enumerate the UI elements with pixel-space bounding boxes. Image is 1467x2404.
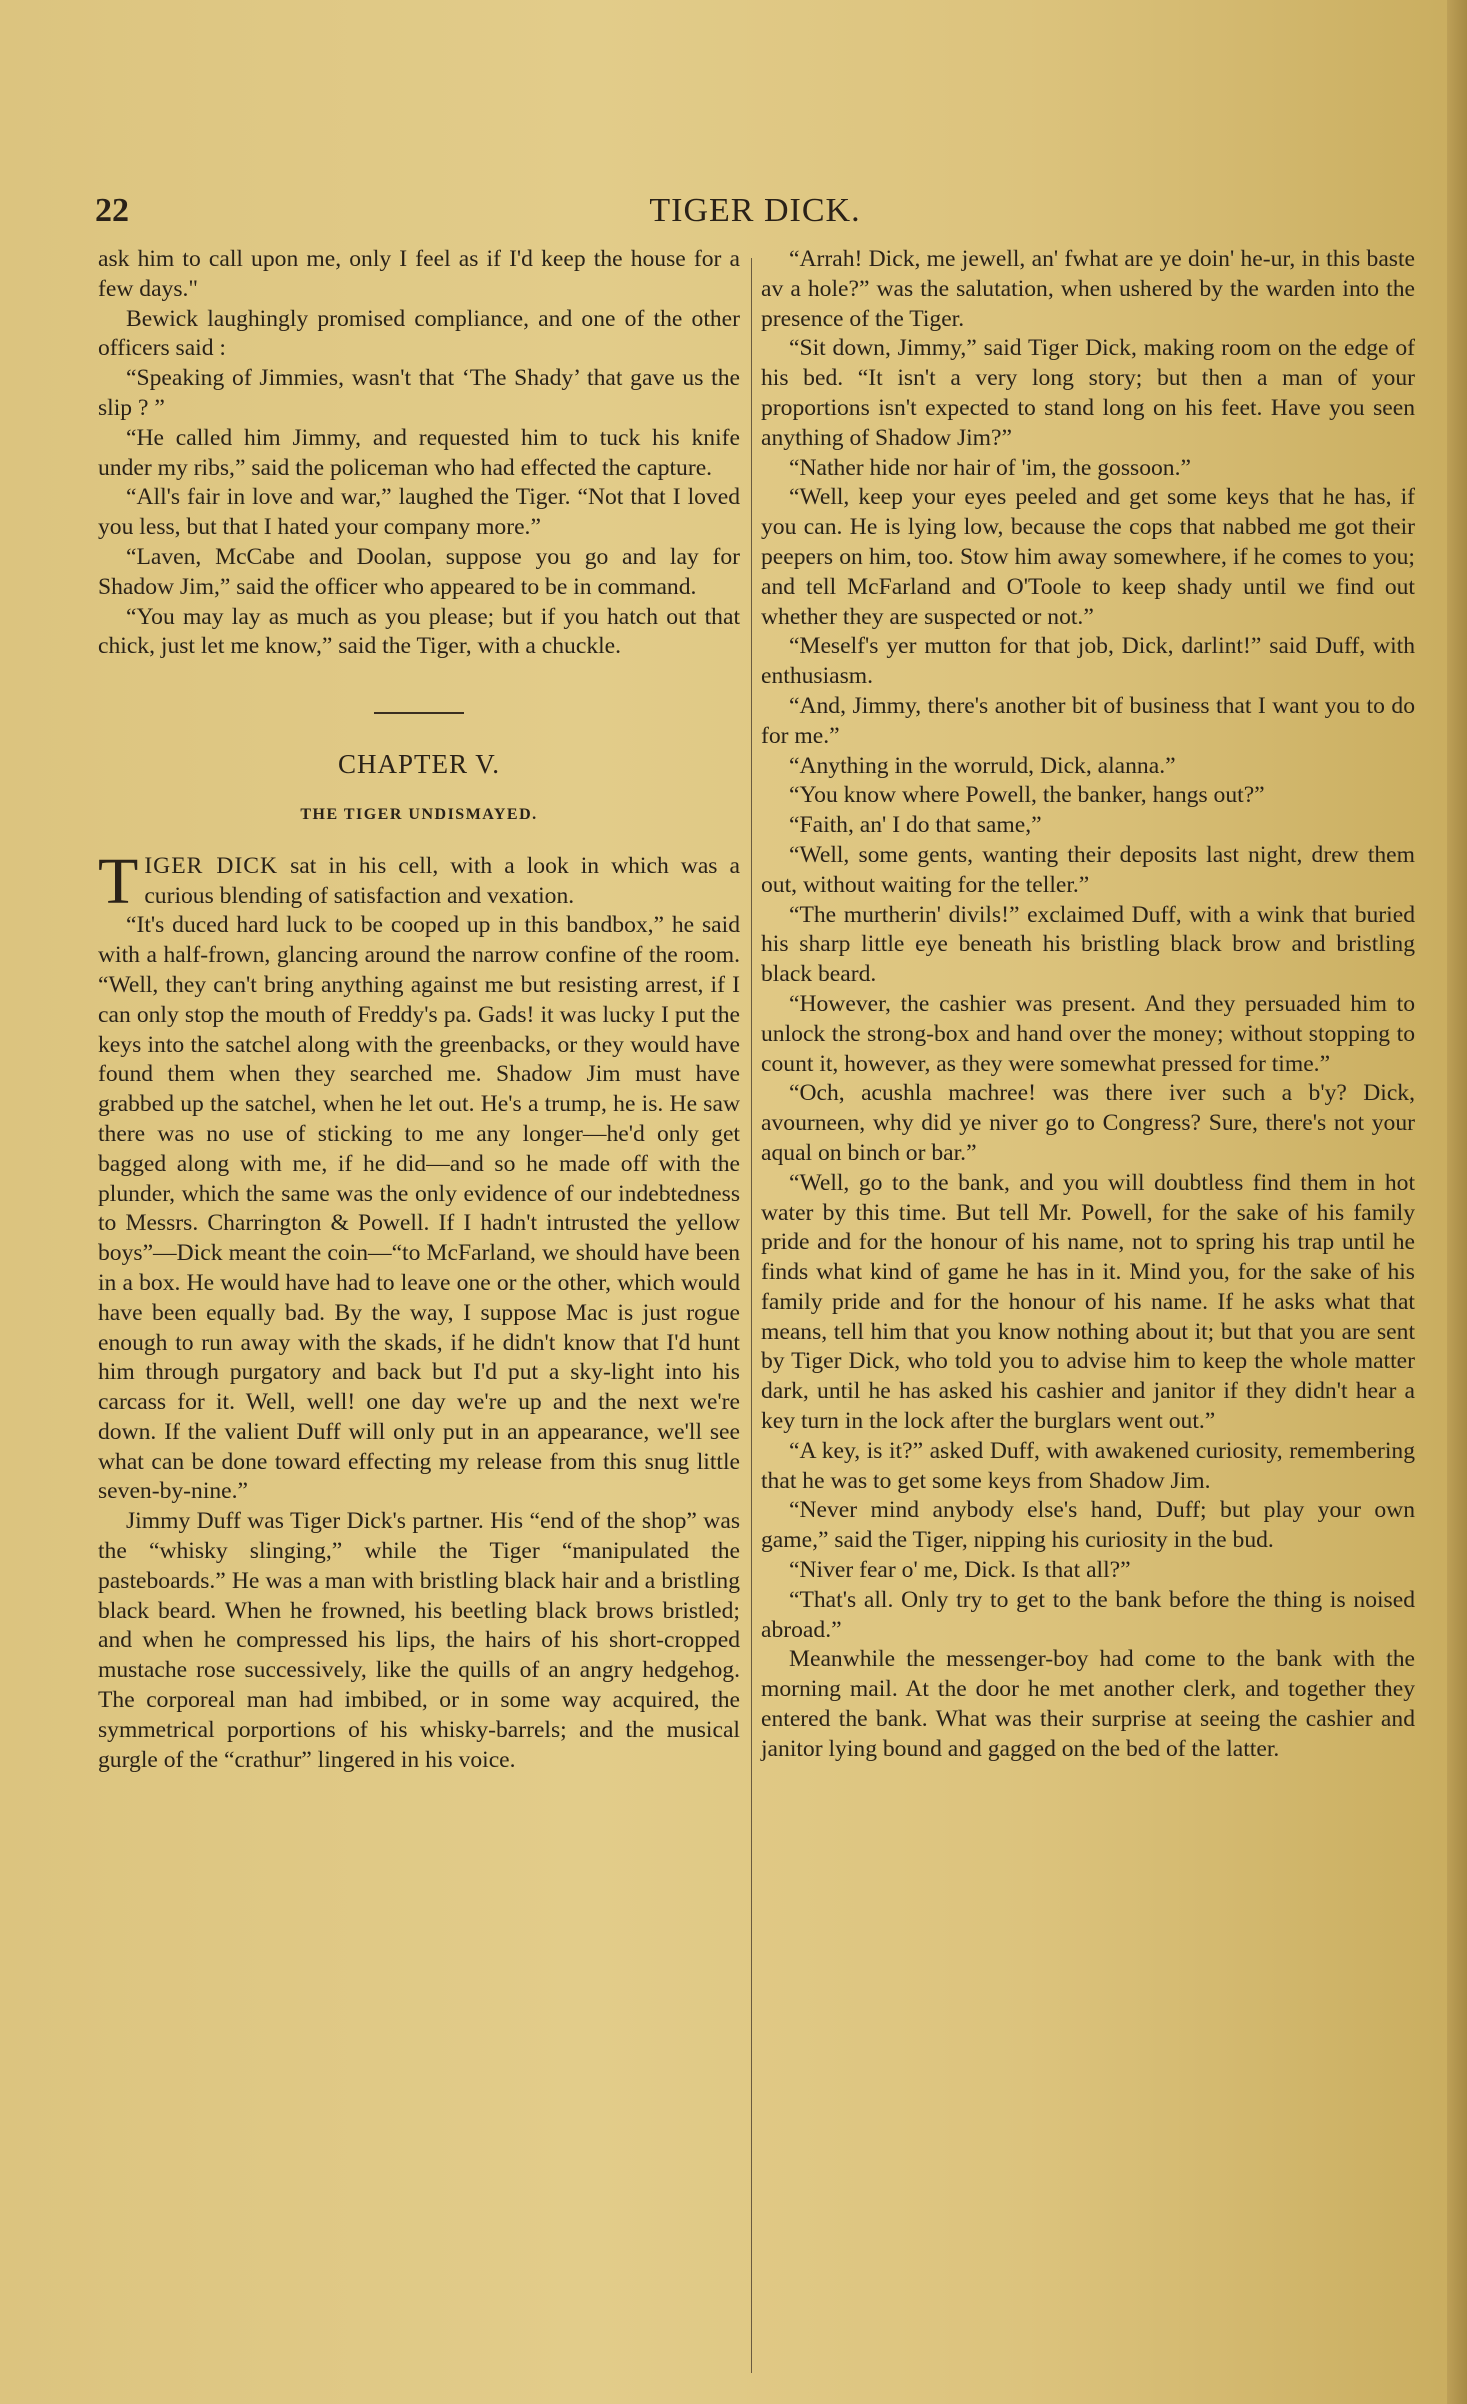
paragraph: “Sit down, Jimmy,” said Tiger Dick, making room on the edge of his bed. “It isn't a very long story; but then a man of your proportions isn't expected to stand long on his feet. Have you seen anything of Shadow Jim?” xyxy=(761,335,1415,451)
paragraph: “Faith, an' I do that same,” xyxy=(789,812,1042,839)
paragraph: “Anything in the worruld, Dick, alanna.” xyxy=(789,752,1176,779)
paragraph: “It's duced hard luck to be cooped up in this bandbox,” he said with a half-frown, glancing around the narrow confine of the room. “Well, they can't bring anything against me but resisting arrest, if I can only stop the mouth of Freddy's pa. Gads! it was lucky I put the keys into the satchel along with the greenbacks, or they would have found them when they searched me. Shadow Jim must have grabbed up the satchel, when he let out. He's a trump, he is. He saw there was no use of sticking to me any longer—he'd only get bagged along with me, if he did—and so he made off with the plunder, which the same was the only evidence of our indebtedness to Messrs. Charrington & Powell. If I hadn't intrusted the yellow boys”—Dick meant the coin—“to McFarland, we should have been in a box. He would have had to leave one or the other, which would have been equally bad. By the way, I suppose Mac is just rogue enough to run away with the skads, if he didn't know that I'd hunt him through purgatory and back but I'd put a sky-light into his carcass for it. Well, well! one day we're up and the next we're down. If the valient Duff will only put in an appearance, we'll see what can be done toward effecting my release from this snug little seven-by-nine.” xyxy=(98,912,740,1505)
paragraph: “He called him Jimmy, and requested him to tuck his knife under my ribs,” said the policeman who had effected the capture. xyxy=(98,424,740,481)
paragraph: “And, Jimmy, there's another bit of business that I want you to do for me.” xyxy=(761,692,1415,749)
paragraph: “Laven, McCabe and Doolan, suppose you go and lay for Shadow Jim,” said the officer who appeared to be in command. xyxy=(98,543,740,600)
paragraph: Meanwhile the messenger-boy had come to the bank with the morning mail. At the door he met another clerk, and together they entered the bank. What was their surprise at seeing the cashier and janitor lying bound and gagged on the bed of the latter. xyxy=(761,1646,1415,1762)
paragraph: Bewick laughingly promised compliance, and one of the other officers said : xyxy=(98,305,740,362)
paragraph: “You may lay as much as you please; but if you hatch out that chick, just let me know,” said the Tiger, with a chuckle. xyxy=(98,603,740,660)
chapter-title: CHAPTER V. xyxy=(337,749,501,780)
paragraph: “Speaking of Jimmies, wasn't that ‘The Shady’ that gave us the slip ? ” xyxy=(98,365,740,421)
paragraph: “Well, some gents, wanting their deposits last night, drew them out, without waiting for the teller.” xyxy=(761,841,1415,898)
paragraph: Jimmy Duff was Tiger Dick's partner. His “end of the shop” was the “whisky slinging,” while the Tiger “manipulated the pasteboards.” He was a man with bristling black hair and a bristling black beard. When he frowned, his beetling black brows bristled; and when he compressed his lips, the hairs of his short-cropped mustache rose successively, like the quills of an angry hedgehog. The corporeal man had imbibed, or in some way acquired, the symmetrical porportions of his whisky-barrels; and the musical gurgle of the “crathur” lingered in his voice. xyxy=(98,1508,740,1773)
paragraph: “A key, is it?” asked Duff, with awakened curiosity, remembering that he was to get some keys from Shadow Jim. xyxy=(761,1437,1415,1494)
page-number: 22 xyxy=(95,192,129,229)
column-divider xyxy=(751,258,752,2373)
paragraph: “All's fair in love and war,” laughed the Tiger. “Not that I loved you less, but that I hated your company more.” xyxy=(98,484,740,541)
page-header xyxy=(95,192,1415,242)
paragraph: “Och, acushla machree! was there iver such a b'y? Dick, avourneen, why did ye niver go to Congress? Sure, there's not your aqual on binch or bar.” xyxy=(761,1080,1415,1166)
paragraph: “Well, keep your eyes peeled and get some keys that he has, if you can. He is lying low, because the cops that nabbed me got their peepers on him, too. Stow him away somewhere, if he comes to you; and tell McFarland and O'Toole to keep shady until we find out whether they are suspected or not.” xyxy=(761,484,1415,630)
paragraph: “Niver fear o' me, Dick. Is that all?” xyxy=(789,1557,1131,1584)
paragraph: ask him to call upon me, only I feel as if I'd keep the house for a few days." xyxy=(98,246,740,302)
left-column xyxy=(98,245,740,1775)
paragraph: “You know where Powell, the banker, hangs out?” xyxy=(789,782,1265,809)
paragraph: “That's all. Only try to get to the bank before the thing is noised abroad.” xyxy=(761,1586,1415,1643)
opening-text: sat in his cell, with a look in which was a curious blending of satisfaction and vexation. xyxy=(144,852,740,909)
paragraph: “However, the cashier was present. And they persuaded him to unlock the strong-box and hand over the money; without stopping to count it, however, as they were somewhat pressed for time.” xyxy=(761,990,1415,1077)
opening-caps: IGER DICK xyxy=(144,852,279,879)
drop-cap: T xyxy=(98,844,139,918)
page-edge xyxy=(1447,0,1467,2404)
section-rule xyxy=(374,712,464,714)
chapter-subtitle: THE TIGER UNDISMAYED. xyxy=(300,805,538,823)
paragraph: “Meself's yer mutton for that job, Dick, darlint!” said Duff, with enthusiasm. xyxy=(761,633,1415,690)
paragraph: “Never mind anybody else's hand, Duff; but play your own game,” said the Tiger, nipping his curiosity in the bud. xyxy=(761,1497,1415,1554)
paragraph: “Nather hide nor hair of 'im, the gossoon.” xyxy=(789,454,1191,481)
paragraph: “Arrah! Dick, me jewell, an' fwhat are ye doin' he-ur, in this baste av a hole?” was the salutation, when ushered by the warden into the presence of the Tiger. xyxy=(761,246,1415,332)
paragraph: “The murtherin' divils!” exclaimed Duff, with a wink that buried his sharp little eye beneath his bristling black brow and bristling black beard. xyxy=(761,901,1415,988)
paragraph: “Well, go to the bank, and you will doubtless find them in hot water by this time. But tell Mr. Powell, for the sake of his family pride and for the honour of his name, not to spring his trap until he finds what kind of game he has in it. Mind you, for the sake of his family pride and for the honour of his name. If he asks what that means, tell him that you know nothing about it; but that you are sent by Tiger Dick, who told you to advise him to keep the whole matter dark, until he has asked his cashier and janitor if they didn't hear a key turn in the lock after the burglars went out.” xyxy=(761,1169,1415,1435)
running-head: TIGER DICK. xyxy=(649,192,861,229)
opening-paragraph xyxy=(98,844,740,918)
right-column xyxy=(761,245,1415,1765)
